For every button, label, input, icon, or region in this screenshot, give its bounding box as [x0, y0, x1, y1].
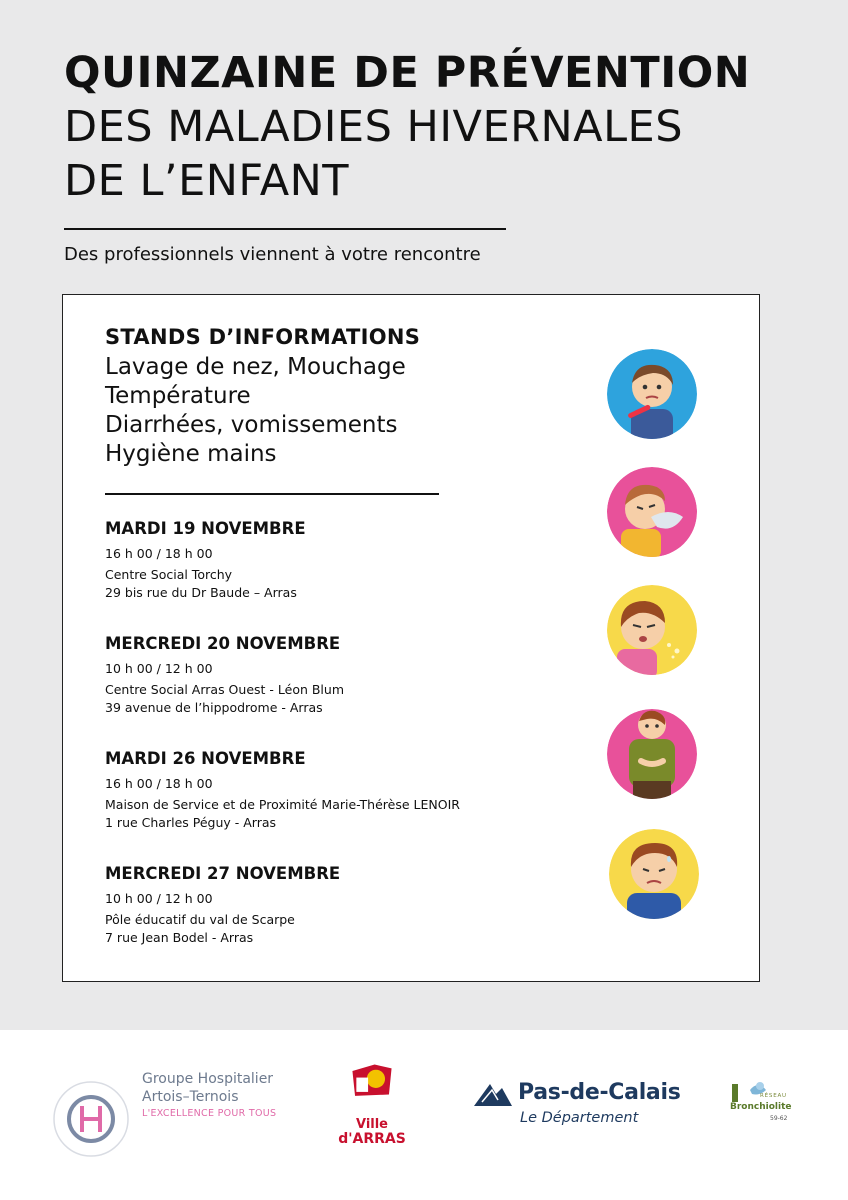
card-divider: [105, 493, 439, 495]
event-block: [105, 632, 344, 717]
event-place: Maison de Service et de Proximité Marie-Thérèse LENOIR: [105, 797, 460, 812]
topic-item: Diarrhées, vomissements: [105, 412, 398, 438]
topic-item: Lavage de nez, Mouchage: [105, 354, 406, 380]
child-stomach-ache-icon: [607, 709, 697, 799]
arras-name-label: d'ARRAS: [338, 1131, 406, 1147]
bronchiolite-reseau-label: RÉSEAU: [760, 1093, 787, 1099]
event-time: 10 h 00 / 12 h 00: [105, 891, 213, 906]
event-day: MERCREDI 20 NOVEMBRE: [105, 634, 341, 653]
event-time: 10 h 00 / 12 h 00: [105, 661, 213, 676]
subtitle: Des professionnels viennent à votre rencontre: [64, 244, 481, 265]
event-place: Centre Social Torchy: [105, 567, 233, 582]
event-time: 16 h 00 / 18 h 00: [105, 776, 213, 791]
pas-de-calais-subtitle: Le Département: [520, 1110, 639, 1126]
event-time: 16 h 00 / 18 h 00: [105, 546, 213, 561]
event-block: [105, 747, 460, 832]
event-place: Centre Social Arras Ouest - Léon Blum: [105, 682, 345, 697]
footer-logos: [0, 1030, 848, 1200]
child-sneezing-icon: [607, 585, 697, 675]
event-address: 29 bis rue du Dr Baude – Arras: [105, 585, 297, 600]
title-divider: [64, 228, 506, 230]
arras-ville-label: Ville: [355, 1117, 389, 1132]
event-address: 1 rue Charles Péguy - Arras: [105, 815, 277, 830]
event-block: [105, 517, 306, 602]
event-address: 39 avenue de l’hippodrome - Arras: [105, 700, 323, 715]
topics-list: [105, 353, 406, 469]
hospital-name-line2: Artois–Ternois: [142, 1089, 239, 1105]
event-address: 7 rue Jean Bodel - Arras: [105, 930, 254, 945]
bronchiolite-name: Bronchiolite: [730, 1102, 792, 1112]
topic-item: Hygiène mains: [105, 441, 277, 467]
event-place: Pôle éducatif du val de Scarpe: [105, 912, 295, 927]
event-day: MERCREDI 27 NOVEMBRE: [105, 864, 341, 883]
title-line-1: QUINZAINE DE PRÉVENTION: [64, 48, 751, 98]
topic-item: Température: [105, 383, 251, 409]
hospital-name-line1: Groupe Hospitalier: [142, 1071, 274, 1087]
event-day: MARDI 19 NOVEMBRE: [105, 519, 306, 538]
stands-title: STANDS D’INFORMATIONS: [105, 325, 421, 349]
ville-arras-text: [336, 1118, 408, 1147]
event-block: [105, 862, 340, 947]
pas-de-calais-name: Pas-de-Calais: [518, 1080, 681, 1105]
child-fever-thermometer-icon: [607, 349, 697, 439]
groupe-hospitalier-text: [142, 1070, 276, 1122]
event-day: MARDI 26 NOVEMBRE: [105, 749, 306, 768]
groupe-hospitalier-logo: [52, 1080, 130, 1158]
pas-de-calais-logo: [472, 1080, 514, 1108]
title-line-2: DES MALADIES HIVERNALES: [64, 102, 684, 152]
info-card: [62, 294, 760, 982]
hospital-tagline: L'EXCELLENCE POUR TOUS: [142, 1108, 277, 1119]
child-blowing-nose-icon: [607, 467, 697, 557]
child-sick-sweating-icon: [609, 829, 699, 919]
title-block: [64, 46, 784, 208]
bronchiolite-number: 59-62: [770, 1115, 788, 1122]
title-line-3: DE L’ENFANT: [64, 156, 350, 206]
